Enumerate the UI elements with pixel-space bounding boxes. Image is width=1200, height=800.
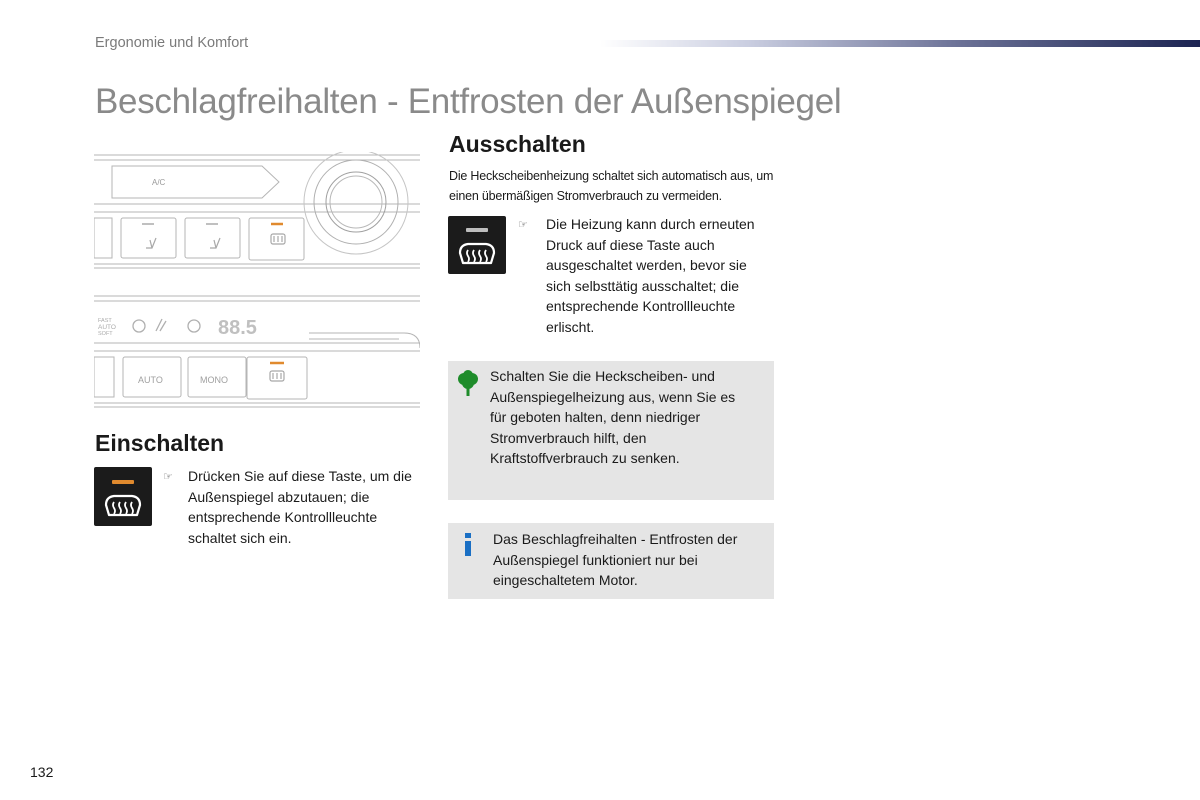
einschalten-heading: Einschalten	[95, 430, 225, 456]
ausschalten-text: Die Heizung kann durch erneuten Druck auf diese Taste auch ausgeschaltet werden, bevor sie sich selbsttätig ausschaltet; die entsprechende Kontrollleuchte erlischt.	[546, 216, 755, 335]
bullet-icon: ☞	[518, 219, 528, 231]
eco-note-text: Schalten Sie die Heckscheiben- und Außenspiegelheizung aus, wenn Sie es für geboten halten, denn niedriger Stromverbrauch hilft, den Kraftstoffverbrauch zu senken.	[490, 368, 736, 466]
ausschalten-intro: Die Heckscheibenheizung schaltet sich automatisch aus, um einen übermäßigen Stromverbrauch zu vermeiden.	[449, 169, 774, 203]
auto-small-label: AUTO	[98, 324, 116, 331]
page-number: 132	[30, 764, 54, 780]
climate-panel-bottom-illustration	[94, 293, 420, 409]
page-title: Beschlagfreihalten - Entfrosten der Außenspiegel	[95, 82, 842, 121]
header-accent-bar	[600, 40, 1200, 47]
eco-note	[448, 361, 774, 500]
rear-defrost-icon	[448, 216, 506, 274]
section-label: Ergonomie und Komfort	[95, 35, 249, 51]
ausschalten-heading: Ausschalten	[449, 131, 586, 157]
climate-panel-top-illustration	[94, 152, 420, 270]
fast-label: FAST	[98, 318, 112, 324]
einschalten-text: Drücken Sie auf diese Taste, um die Außenspiegel abzutauen; die entsprechende Kontrollleuchte schaltet sich ein.	[188, 468, 412, 546]
auto-button-label: AUTO	[138, 375, 163, 385]
soft-label: SOFT	[98, 331, 113, 337]
bullet-icon: ☞	[163, 471, 173, 483]
tree-icon	[456, 370, 480, 398]
rear-defrost-icon	[94, 467, 152, 526]
temperature-display: 88.5	[218, 317, 257, 339]
info-icon	[463, 533, 473, 557]
info-note	[448, 523, 774, 599]
ac-label: A/C	[152, 178, 166, 187]
info-note-text: Das Beschlagfreihalten - Entfrosten der Außenspiegel funktioniert nur bei eingeschaltetem Motor.	[493, 531, 738, 588]
mono-button-label: MONO	[200, 375, 228, 385]
